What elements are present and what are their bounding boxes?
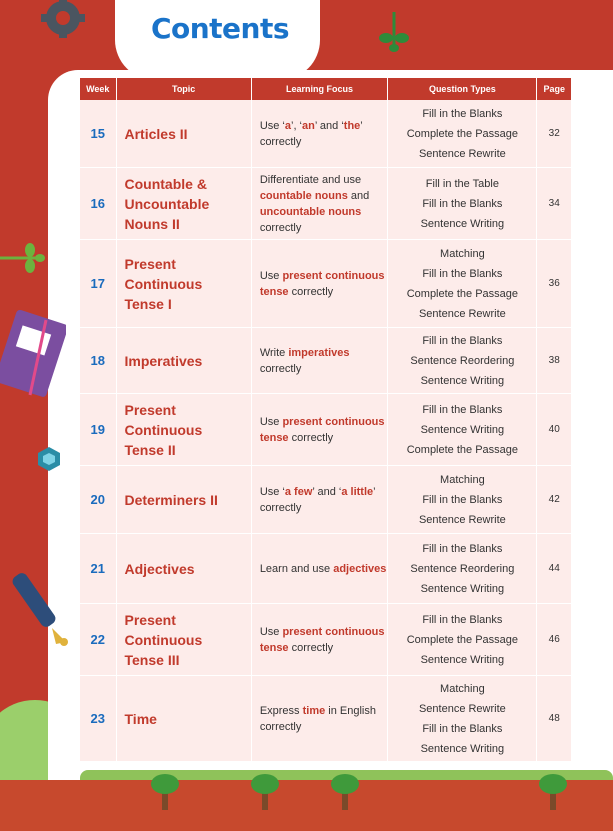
question-type: Sentence Writing — [420, 653, 505, 666]
topic-line: Determiners II — [124, 491, 218, 508]
topic-cell — [117, 100, 252, 168]
question-types-cell — [388, 168, 537, 240]
table-row — [80, 100, 571, 168]
question-type: Sentence Writing — [420, 742, 505, 755]
focus-keyword: time — [302, 704, 326, 717]
page-number: 32 — [537, 100, 571, 168]
focus-text: Use — [259, 415, 283, 428]
question-type: Fill in the Blanks — [422, 334, 503, 347]
focus-keyword: countable nouns — [259, 189, 348, 202]
question-type: Matching — [440, 247, 485, 260]
question-type: Sentence Rewrite — [418, 307, 506, 320]
tree-icon — [150, 772, 180, 812]
focus-text: ’ correctly — [259, 119, 363, 148]
page-number: 42 — [537, 466, 571, 534]
topic-cell — [117, 604, 252, 676]
week-number: 21 — [80, 534, 117, 604]
question-type: Sentence Writing — [420, 423, 505, 436]
focus-keyword: imperatives — [288, 346, 350, 359]
focus-text: ’, ‘ — [291, 119, 302, 132]
page-number: 38 — [537, 328, 571, 394]
question-types-cell — [388, 100, 537, 168]
question-type: Sentence Writing — [420, 374, 505, 387]
focus-text: correctly — [259, 362, 302, 375]
header-week: Week — [80, 78, 117, 100]
topic-line: Present — [124, 611, 176, 628]
contents-table-wrap — [80, 78, 571, 762]
question-types-cell — [388, 534, 537, 604]
page-number: 48 — [537, 676, 571, 762]
tree-icon — [250, 772, 280, 812]
question-type: Sentence Writing — [420, 582, 505, 595]
table-body — [80, 100, 571, 762]
topic-cell — [117, 466, 252, 534]
focus-text: Learn and use — [259, 562, 334, 575]
tree-icon — [330, 772, 360, 812]
topic-cell — [117, 676, 252, 762]
question-type: Sentence Rewrite — [418, 702, 506, 715]
learning-focus-cell — [252, 534, 388, 604]
focus-text: and — [347, 189, 370, 202]
week-number: 16 — [80, 168, 117, 240]
question-type: Complete the Passage — [406, 443, 519, 456]
focus-keyword: a — [284, 119, 291, 132]
topic-line: Adjectives — [124, 560, 195, 577]
question-type: Matching — [440, 682, 485, 695]
tree-icon — [538, 772, 568, 812]
table-row — [80, 240, 571, 328]
contents-table — [80, 78, 571, 762]
focus-keyword: an — [302, 119, 315, 132]
learning-focus-cell — [252, 676, 388, 762]
learning-focus-cell — [252, 604, 388, 676]
question-type: Fill in the Blanks — [422, 542, 503, 555]
topic-line: Uncountable — [124, 195, 210, 212]
week-number: 22 — [80, 604, 117, 676]
focus-keyword: present continuous tense — [259, 415, 385, 444]
topic-line: Imperatives — [124, 352, 203, 369]
table-header-row — [80, 78, 571, 100]
page-number: 46 — [537, 604, 571, 676]
focus-text: correctly — [288, 431, 334, 444]
topic-line: Present — [124, 255, 176, 272]
focus-text: Write — [259, 346, 289, 359]
topic-line: Nouns II — [124, 215, 180, 232]
question-type: Sentence Writing — [420, 217, 505, 230]
question-type: Fill in the Table — [425, 177, 499, 190]
focus-text: ’ correctly — [259, 485, 376, 514]
topic-line: Continuous — [124, 421, 203, 438]
learning-focus-cell — [252, 466, 388, 534]
focus-keyword: adjectives — [333, 562, 387, 575]
page-number: 36 — [537, 240, 571, 328]
table-row — [80, 328, 571, 394]
topic-line: Continuous — [124, 631, 203, 648]
focus-text: Differentiate and use — [259, 173, 362, 186]
question-type: Sentence Reordering — [410, 354, 515, 367]
question-type: Fill in the Blanks — [422, 197, 503, 210]
learning-focus-cell — [252, 240, 388, 328]
learning-focus-cell — [252, 328, 388, 394]
topic-cell — [117, 240, 252, 328]
question-type: Fill in the Blanks — [422, 107, 503, 120]
week-number: 18 — [80, 328, 117, 394]
focus-text: ’ and ‘ — [314, 119, 344, 132]
week-number: 23 — [80, 676, 117, 762]
table-row — [80, 534, 571, 604]
question-type: Complete the Passage — [406, 287, 519, 300]
focus-text: in English correctly — [259, 704, 376, 733]
ground-strip — [0, 780, 613, 831]
week-number: 17 — [80, 240, 117, 328]
page-number: 40 — [537, 394, 571, 466]
table-row — [80, 676, 571, 762]
focus-keyword: present continuous tense — [259, 269, 385, 298]
topic-line: Countable & — [124, 175, 207, 192]
sprout-icon — [0, 238, 46, 278]
question-types-cell — [388, 328, 537, 394]
question-type: Fill in the Blanks — [422, 722, 503, 735]
topic-cell — [117, 328, 252, 394]
topic-cell — [117, 168, 252, 240]
focus-text: correctly — [259, 221, 302, 234]
week-number: 15 — [80, 100, 117, 168]
question-type: Sentence Rewrite — [418, 513, 506, 526]
question-type: Matching — [440, 473, 485, 486]
question-type: Complete the Passage — [406, 127, 519, 140]
topic-line: Articles II — [124, 125, 188, 142]
question-type: Fill in the Blanks — [422, 493, 503, 506]
page-title: Contents — [150, 12, 290, 45]
page-number: 44 — [537, 534, 571, 604]
header-page: Page — [537, 78, 571, 100]
topic-cell — [117, 534, 252, 604]
topic-line: Present — [124, 401, 176, 418]
focus-text: Use — [259, 625, 283, 638]
gem-icon — [36, 446, 62, 472]
table-row — [80, 466, 571, 534]
focus-text: Use — [259, 269, 283, 282]
focus-text: ’ and ‘ — [312, 485, 342, 498]
focus-text: Use ‘ — [259, 119, 285, 132]
learning-focus-cell — [252, 394, 388, 466]
question-types-cell — [388, 240, 537, 328]
question-type: Sentence Rewrite — [418, 147, 506, 160]
topic-line: Tense III — [124, 651, 180, 668]
notebook-icon — [0, 310, 66, 400]
question-type: Fill in the Blanks — [422, 403, 503, 416]
week-number: 19 — [80, 394, 117, 466]
focus-text: Use ‘ — [259, 485, 285, 498]
topic-line: Tense I — [124, 295, 172, 312]
gear-icon — [38, 0, 88, 46]
focus-keyword: a few — [284, 485, 313, 498]
header-focus: Learning Focus — [252, 78, 388, 100]
focus-keyword: the — [343, 119, 361, 132]
focus-text: correctly — [288, 641, 334, 654]
question-type: Complete the Passage — [406, 633, 519, 646]
topic-cell — [117, 394, 252, 466]
topic-line: Continuous — [124, 275, 203, 292]
learning-focus-cell — [252, 100, 388, 168]
focus-text: Express — [259, 704, 303, 717]
focus-keyword: a little — [341, 485, 374, 498]
learning-focus-cell — [252, 168, 388, 240]
week-number: 20 — [80, 466, 117, 534]
question-type: Fill in the Blanks — [422, 267, 503, 280]
pen-icon — [8, 570, 74, 650]
topic-line: Time — [124, 710, 157, 727]
sprout-icon — [374, 12, 414, 52]
topic-line: Tense II — [124, 441, 176, 458]
question-types-cell — [388, 466, 537, 534]
question-type: Fill in the Blanks — [422, 613, 503, 626]
focus-text: correctly — [288, 285, 334, 298]
question-types-cell — [388, 604, 537, 676]
question-types-cell — [388, 676, 537, 762]
table-row — [80, 604, 571, 676]
table-row — [80, 394, 571, 466]
question-type: Sentence Reordering — [410, 562, 515, 575]
header-topic: Topic — [117, 78, 252, 100]
page-number: 34 — [537, 168, 571, 240]
table-row — [80, 168, 571, 240]
header-types: Question Types — [388, 78, 537, 100]
question-types-cell — [388, 394, 537, 466]
focus-keyword: present continuous tense — [259, 625, 385, 654]
focus-keyword: uncountable nouns — [259, 205, 362, 218]
